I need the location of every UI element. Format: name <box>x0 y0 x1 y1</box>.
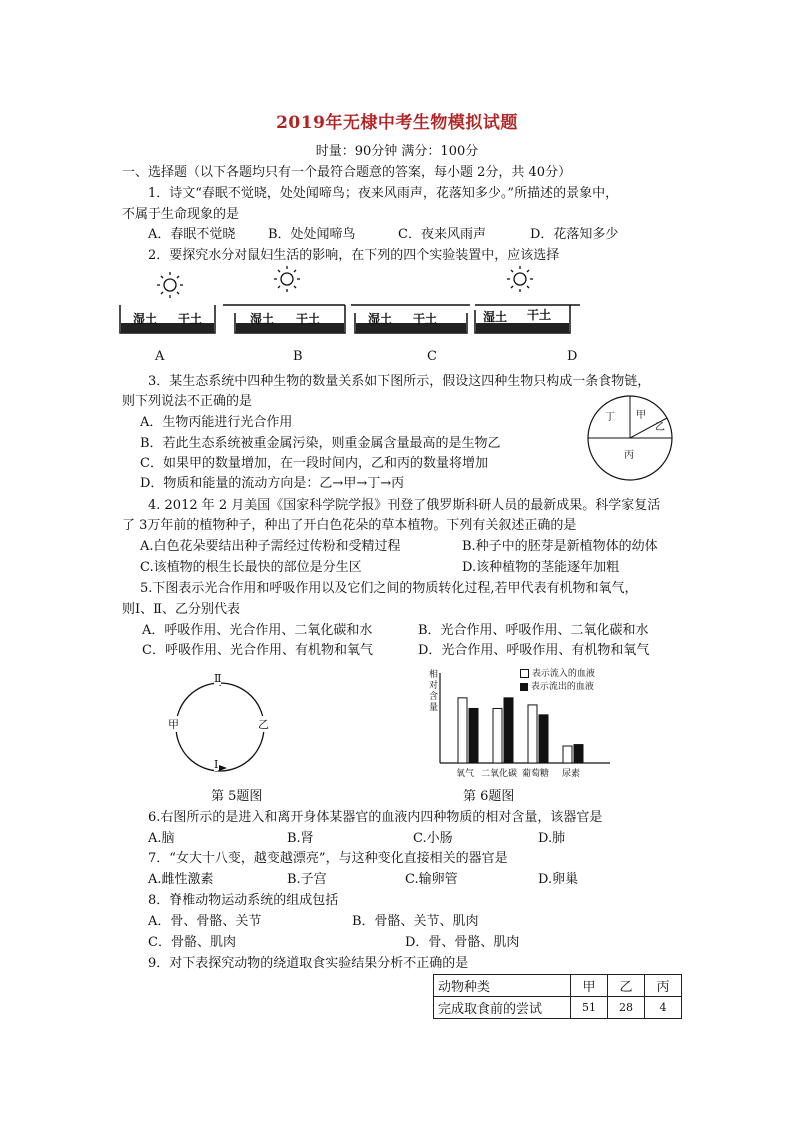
q5-option-a: A．呼吸作用、光合作用、二氧化碳和水 <box>142 623 373 638</box>
section-heading: 一、选择题（以下各题均只有一个最符合题意的答案，每小题 2分，共 40分） <box>122 165 572 180</box>
sun-icon-a <box>157 272 183 298</box>
x-tick-co2: 二氧化碳 <box>481 769 518 779</box>
q8-option-a: A．骨、骨骼、关节 <box>148 914 262 929</box>
q2-label-b: B <box>293 349 303 364</box>
bar-out-1 <box>504 698 513 763</box>
soil-wet-label-b: 湿土 <box>250 312 275 326</box>
q7-stem: 7．“女大十八变，越变越漂亮”，与这种变化直接相关的器官是 <box>148 851 508 866</box>
soil-dry-label-a: 干土 <box>178 312 203 326</box>
table-cell: 51 <box>571 997 608 1019</box>
q3-option-c: C．如果甲的数量增加，在一段时间内，乙和丙的数量将增加 <box>140 456 488 471</box>
pie-label-bing: 丙 <box>624 450 634 461</box>
q5-stem: 5.下图表示光合作用和呼吸作用以及它们之间的物质转化过程,若甲代表有机物和氧气， <box>140 581 638 596</box>
table-row <box>434 997 682 1019</box>
q8-option-d: D．骨、骨骼、肌肉 <box>405 935 520 950</box>
table-header-cell: 甲 <box>571 975 608 997</box>
bar-out-2 <box>539 715 548 763</box>
x-tick-glucose: 葡萄糖 <box>522 769 550 779</box>
q5-option-d: D．光合作用、呼吸作用、有机物和氧气 <box>418 643 650 658</box>
table-header-cell: 动物种类 <box>434 975 571 997</box>
x-tick-oxygen: 氧气 <box>456 769 475 779</box>
q4-option-b: B.种子中的胚芽是新植物体的幼体 <box>462 539 658 554</box>
legend-out <box>520 679 594 692</box>
pie-label-ding: 丁 <box>605 412 615 423</box>
q2-stem: 2．要探究水分对鼠妇生活的影响，在下列的四个实验装置中，应该选择 <box>148 248 560 263</box>
page-title: 2019年无棣中考生物模拟试题 <box>276 113 518 133</box>
bar-in-2 <box>528 705 537 763</box>
q1-option-a: A．春眠不觉晓 <box>148 227 236 242</box>
bar-in-0 <box>458 698 467 763</box>
table-header-row <box>434 975 682 997</box>
q4-option-c: C.该植物的根生长最快的部位是分生区 <box>140 560 362 575</box>
pie-label-yi: 乙 <box>655 422 665 433</box>
legend-label-out: 表示流出的血液 <box>530 682 594 692</box>
q5-stem-cont: 则Ⅰ、Ⅱ、乙分别代表 <box>122 602 240 617</box>
q2-label-a: A <box>155 349 165 364</box>
soil-dry-label-d: 干土 <box>527 308 552 322</box>
soil-wet-label-a: 湿土 <box>133 312 158 326</box>
q1-stem-cont: 不属于生命现象的是 <box>122 207 240 222</box>
cycle-label-bottom: Ⅰ <box>214 758 219 771</box>
q6-option-c: C.小肠 <box>413 831 453 846</box>
q3-option-a: A．生物丙能进行光合作用 <box>140 415 293 430</box>
sun-icon-b <box>274 266 300 292</box>
q1-option-d: D．花落知多少 <box>530 227 619 242</box>
sun-icon-d <box>507 266 533 292</box>
q6-option-b: B.肾 <box>287 831 314 846</box>
q2-label-d: D <box>567 349 578 364</box>
bar-in-1 <box>493 708 502 763</box>
q5-option-c: C．呼吸作用、光合作用、有机物和氧气 <box>142 643 373 658</box>
q6-option-d: D.肺 <box>538 831 566 846</box>
q2-apparatus-figure <box>115 265 595 345</box>
q7-option-b: B.子宫 <box>287 872 327 887</box>
bar-in-3 <box>563 746 572 763</box>
table-cell: 完成取食前的尝试 <box>434 997 571 1019</box>
cycle-label-right: 乙 <box>258 718 269 731</box>
soil-dry-label-b: 干土 <box>296 312 321 326</box>
cycle-label-top: Ⅱ <box>214 672 222 685</box>
q1-option-c: C．夜来风雨声 <box>398 227 486 242</box>
legend-label-in: 表示流入的血液 <box>531 669 595 679</box>
q4-option-d: D.该种植物的茎能逐年加粗 <box>462 560 620 575</box>
q5-option-b: B．光合作用、呼吸作用、二氧化碳和水 <box>418 623 649 638</box>
q7-option-a: A.雌性激素 <box>148 872 214 887</box>
table-header-cell: 乙 <box>608 975 645 997</box>
q3-option-d: D．物质和能量的流动方向是：乙→甲→丁→丙 <box>140 476 405 491</box>
q2-label-c: C <box>427 349 437 364</box>
soil-wet-label-d: 湿土 <box>483 310 508 324</box>
q3-stem: 3．某生态系统中四种生物的数量关系如下图所示，假设这四种生物只构成一条食物链， <box>148 374 651 389</box>
bar-out-0 <box>469 708 478 763</box>
table-cell: 4 <box>645 997 682 1019</box>
q7-option-d: D.卵巢 <box>538 872 579 887</box>
q9-results-table <box>433 974 682 1019</box>
q1-stem: 1．诗文“春眠不觉晓，处处闻啼鸟；夜来风雨声，花落知多少。”所描述的景象中， <box>148 186 619 201</box>
bar-out-3 <box>574 745 583 763</box>
q3-pie-figure <box>585 393 675 483</box>
q5-caption: 第 5题图 <box>211 789 263 804</box>
q3-stem-cont: 则下列说法不正确的是 <box>122 394 253 409</box>
soil-dry-label-c: 干土 <box>413 312 438 326</box>
q6-caption: 第 6题图 <box>463 789 515 804</box>
legend-swatch-in <box>520 669 529 678</box>
q9-stem: 9．对下表探究动物的绕道取食实验结果分析不正确的是 <box>148 956 469 971</box>
legend-swatch-out <box>520 683 528 691</box>
q8-option-b: B．骨骼、关节、肌肉 <box>352 914 479 929</box>
q4-stem: 4. 2012 年 2 月美国《国家科学院学报》刊登了俄罗斯科研人员的最新成果。科学家复活 <box>148 498 661 513</box>
pie-label-jia: 甲 <box>636 410 646 421</box>
q6-option-a: A.脑 <box>148 831 175 846</box>
apparatus-b <box>223 305 345 333</box>
q4-option-a: A.白色花朵要结出种子需经过传粉和受精过程 <box>140 539 401 554</box>
table-cell: 28 <box>608 997 645 1019</box>
q3-option-b: B．若此生态系统被重金属污染，则重金属含量最高的是生物乙 <box>140 436 501 451</box>
chart-y-axis-label: 相对含量 <box>429 670 439 713</box>
q6-stem: 6.右图所示的是进入和离开身体某器官的血液内四种物质的相对含量，该器官是 <box>148 810 603 825</box>
q8-option-c: C．骨骼、肌肉 <box>148 935 236 950</box>
q1-option-b: B．处处闻啼鸟 <box>268 227 356 242</box>
table-header-cell: 丙 <box>645 975 682 997</box>
q4-stem-cont: 了 3万年前的植物种子，种出了开白色花朵的草本植物。下列有关叙述正确的是 <box>122 518 577 533</box>
q7-option-c: C.输卵管 <box>405 872 458 887</box>
soil-wet-label-c: 湿土 <box>368 312 393 326</box>
x-tick-urea: 尿素 <box>562 769 581 779</box>
legend-in <box>520 666 595 679</box>
cycle-label-left: 甲 <box>168 718 179 731</box>
q8-stem: 8．脊椎动物运动系统的组成包括 <box>148 893 339 908</box>
exam-meta: 时量：90分钟 满分：100分 <box>315 144 479 159</box>
